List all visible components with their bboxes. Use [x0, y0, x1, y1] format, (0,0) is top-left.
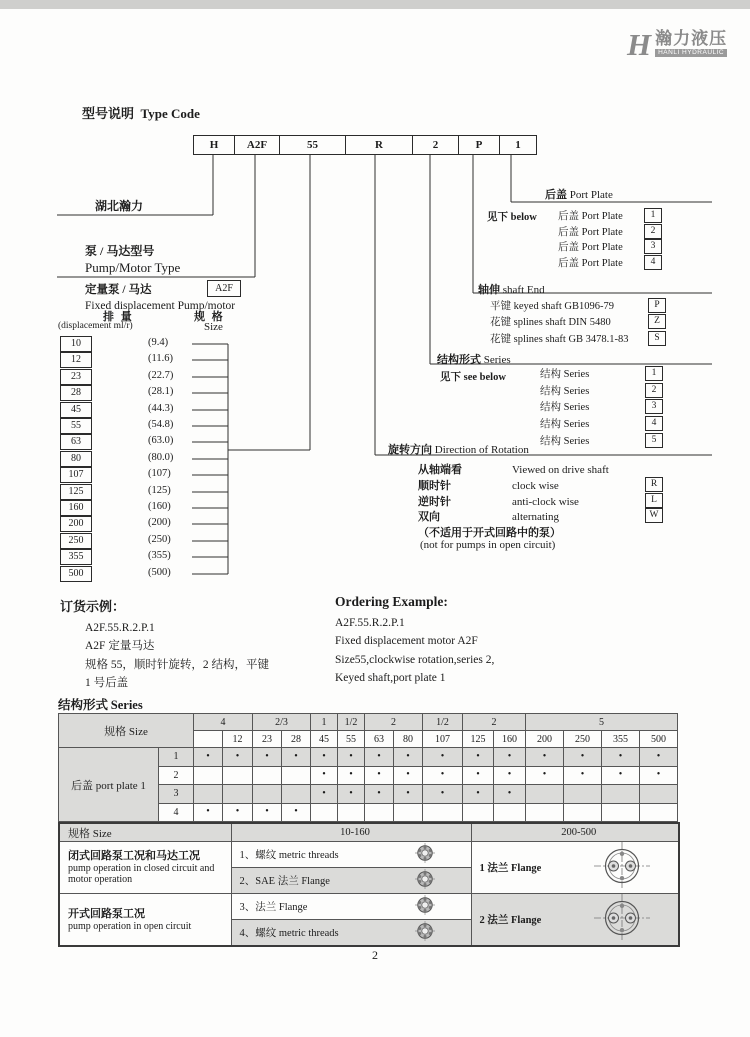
- displacement-value: (28.1): [148, 386, 174, 398]
- series-table-size: 28: [282, 731, 311, 748]
- series-table-size: 160: [494, 731, 526, 748]
- code-row-label: 结构 Series: [540, 419, 590, 431]
- brand-label: 湖北瀚力: [95, 199, 144, 213]
- operation-cn: 开式回路泵工况: [68, 907, 145, 920]
- ordering-example-en: [335, 594, 494, 687]
- thread-port-icon: [415, 921, 435, 944]
- series-rows-row: [540, 433, 665, 450]
- type-code-box: 1: [500, 135, 537, 155]
- code-box: 5: [645, 433, 663, 448]
- ports-table-item: [240, 895, 471, 918]
- series-table-size: 80: [394, 731, 423, 748]
- availability-dot-cell: •: [494, 766, 526, 785]
- displacement-row: [58, 369, 238, 385]
- availability-dot-cell: •: [365, 766, 394, 785]
- code-row-label: 花键 splines shaft GB 3478.1-83: [490, 333, 629, 345]
- ports-table-row: [59, 894, 679, 920]
- availability-dot-cell: [564, 785, 602, 804]
- flange-port-icon: [415, 895, 435, 918]
- type-code-box: A2F: [235, 135, 280, 155]
- size-header-en: Size: [204, 321, 223, 333]
- series-table-size: 23: [253, 731, 282, 748]
- series-table-group: 4: [194, 714, 253, 731]
- availability-dot-cell: •: [365, 785, 394, 804]
- fixed-displacement-code-box: A2F: [207, 280, 241, 297]
- displacement-header-en: (displacement ml/r): [58, 321, 133, 331]
- code-box: 3: [645, 399, 663, 414]
- page-title-en: Type Code: [140, 106, 200, 121]
- ordering-en-lines: [335, 614, 494, 687]
- logo-text: [655, 30, 727, 57]
- page-number: 2: [372, 948, 378, 962]
- displacement-value: (54.8): [148, 419, 174, 430]
- ports-table-item-cell: [231, 894, 471, 920]
- port-symbol-icon: [415, 843, 435, 863]
- ordering-cn-line: 规格 55，顺时针旋转，2 结构，平键: [85, 658, 269, 671]
- rotation-en: alternating: [512, 511, 560, 524]
- displacement-code-box: 23: [60, 369, 92, 385]
- rotation-header-en: Direction of Rotation: [434, 444, 529, 456]
- availability-dot-cell: •: [494, 748, 526, 767]
- rotation-cn: 顺时针: [418, 479, 451, 492]
- displacement-row: [58, 516, 238, 532]
- displacement-value: (44.3): [148, 402, 174, 414]
- availability-dot-cell: [564, 803, 602, 822]
- code-box: 4: [644, 255, 662, 270]
- availability-dot-cell: •: [494, 785, 526, 804]
- displacement-code-box: 63: [60, 434, 92, 450]
- displacement-value: (107): [148, 468, 171, 480]
- displacement-value: (200): [148, 517, 171, 529]
- series-table-size: 500: [640, 731, 678, 748]
- ordering-en-line: Fixed displacement motor A2F: [335, 635, 478, 648]
- code-row-label: 结构 Series: [540, 402, 590, 414]
- series-table-size: 12: [223, 731, 253, 748]
- displacement-value: (125): [148, 484, 171, 496]
- ordering-cn-title: 订货示例：: [60, 599, 126, 614]
- port-symbol-icon: [415, 895, 435, 915]
- displacement-code-box: 125: [60, 484, 92, 500]
- availability-dot-cell: [253, 766, 282, 785]
- displacement-value: (500): [148, 566, 171, 578]
- displacement-code-box: 12: [60, 352, 92, 368]
- fixed-displacement-en: Fixed displacement Pump/motor: [85, 300, 236, 312]
- ports-table-operation-cell: [59, 894, 231, 947]
- availability-dot-cell: [640, 803, 678, 822]
- displacement-header-cn: 排 量: [103, 311, 134, 323]
- code-box: 2: [645, 383, 663, 398]
- series-table-size: [194, 731, 223, 748]
- displacement-value: (250): [148, 533, 171, 545]
- port-plate-rows-row: [558, 255, 664, 271]
- availability-dot-cell: •: [223, 803, 253, 822]
- port-item-label: 2、SAE 法兰 Flange: [239, 876, 330, 887]
- code-box: 1: [644, 208, 662, 223]
- sae-flange-port-icon: [415, 869, 435, 892]
- ordering-en-line: Keyed shaft,port plate 1: [335, 671, 446, 684]
- series-table-size: 125: [463, 731, 494, 748]
- series-rows-row: [540, 416, 665, 433]
- availability-dot-cell: •: [311, 766, 338, 785]
- series-header-cn: 结构形式: [437, 354, 481, 366]
- series-table-group: 1/2: [423, 714, 463, 731]
- availability-dot-cell: •: [526, 766, 564, 785]
- rotation-row: [418, 477, 668, 493]
- displacement-code-box: 200: [60, 516, 92, 532]
- series-table-group: 2/3: [253, 714, 311, 731]
- brand-logo: [627, 27, 728, 62]
- availability-dot-cell: [223, 785, 253, 804]
- displacement-row: [58, 434, 238, 450]
- series-table-row-num: 4: [159, 803, 194, 822]
- shaft-end-rows-row: [490, 331, 668, 347]
- thread-port-icon: [415, 843, 435, 866]
- port-item-label: 3、法兰 Flange: [239, 901, 308, 913]
- displacement-row: [58, 385, 238, 401]
- ports-table-operation-cell: [59, 842, 231, 894]
- code-box: Z: [648, 314, 666, 329]
- ordering-cn-lines: [85, 619, 269, 692]
- series-table-title-cn: 结构形式: [58, 698, 109, 712]
- availability-dot-cell: [338, 803, 365, 822]
- availability-dot-cell: •: [526, 748, 564, 767]
- availability-dot-cell: •: [423, 766, 463, 785]
- availability-dot-cell: •: [394, 766, 423, 785]
- series-table-group: 2: [365, 714, 423, 731]
- logo-en-text: HANLI HYDRAULIC: [655, 49, 727, 57]
- operation-en: pump operation in closed circuit and motor operation: [68, 863, 215, 885]
- displacement-value: (80.0): [148, 451, 174, 463]
- series-header: [437, 351, 511, 367]
- code-row-label: 后盖 Port Plate: [558, 258, 623, 270]
- availability-dot-cell: •: [223, 748, 253, 767]
- displacement-value: (9.4): [148, 337, 169, 348]
- series-table-group: 1: [311, 714, 338, 731]
- series-table-size: 250: [564, 731, 602, 748]
- availability-dot-cell: [602, 785, 640, 804]
- availability-dot-cell: [253, 785, 282, 804]
- ports-table-flange-cell: [471, 894, 679, 947]
- page-title-cn: 型号说明: [82, 106, 135, 121]
- port-item-label: 4、螺纹 metric threads: [239, 927, 339, 939]
- availability-dot-cell: •: [602, 748, 640, 767]
- series-table-size-label: 规格 Size: [59, 714, 194, 748]
- code-row-label: 花键 splines shaft DIN 5480: [490, 317, 611, 329]
- ordering-en-title: Ordering Example:: [335, 594, 448, 609]
- availability-dot-cell: •: [640, 748, 678, 767]
- code-row-label: 平键 keyed shaft GB1096-79: [490, 301, 614, 312]
- size-header-cn: 规 格: [194, 311, 225, 323]
- availability-dot-cell: •: [463, 748, 494, 767]
- availability-dot-cell: •: [338, 766, 365, 785]
- port-plate-header-cn: 后盖: [545, 189, 567, 201]
- code-box: 4: [645, 416, 663, 431]
- availability-dot-cell: [194, 785, 223, 804]
- rotation-header: [388, 441, 529, 457]
- rotation-note-cn: （不适用于开式回路中的泵）: [418, 527, 561, 539]
- displacement-row: [58, 549, 238, 565]
- ports-table-item-cell: [231, 842, 471, 868]
- code-row-label: 结构 Series: [540, 369, 590, 380]
- displacement-row: [58, 336, 238, 352]
- code-box: 1: [645, 366, 663, 381]
- series-table-group: 5: [526, 714, 678, 731]
- series-see-below: 见下 see below: [440, 372, 506, 383]
- series-table-size: 355: [602, 731, 640, 748]
- availability-dot-cell: [365, 803, 394, 822]
- port-item-label: 1、螺纹 metric threads: [239, 850, 339, 861]
- ordering-en-line: A2F.55.R.2.P.1: [335, 617, 405, 629]
- ordering-cn-line: 1 号后盖: [85, 676, 129, 689]
- series-table-size: 63: [365, 731, 394, 748]
- rotation-en: Viewed on drive shaft: [512, 464, 609, 476]
- displacement-row: [58, 418, 238, 434]
- logo-cn-text: 瀚力液压: [655, 29, 728, 48]
- rotation-en: anti-clock wise: [512, 495, 579, 508]
- rotation-cn: 从轴端看: [418, 464, 462, 476]
- series-rows-row: [540, 399, 665, 416]
- availability-dot-cell: •: [338, 748, 365, 767]
- availability-dot-cell: •: [253, 803, 282, 822]
- availability-dot-cell: •: [194, 748, 223, 767]
- rotation-row: [418, 493, 668, 509]
- displacement-row: [58, 484, 238, 500]
- code-box: 3: [644, 239, 662, 254]
- availability-dot-cell: [640, 785, 678, 804]
- displacement-row: [58, 451, 238, 467]
- rotation-note-en: (not for pumps in open circuit): [420, 539, 556, 551]
- availability-dot-cell: •: [253, 748, 282, 767]
- type-code-box: 2: [413, 135, 459, 155]
- rotation-cn: 逆时针: [418, 495, 451, 508]
- availability-dot-cell: [282, 766, 311, 785]
- availability-dot-cell: •: [564, 748, 602, 767]
- flange-icon: [594, 842, 650, 893]
- series-table-row: [59, 748, 678, 767]
- flange-label: 2 法兰 Flange: [479, 915, 542, 926]
- ports-table-right-header: 200-500: [471, 823, 679, 842]
- series-table-size: 200: [526, 731, 564, 748]
- shaft-end-rows-row: [490, 298, 668, 314]
- availability-dot-cell: •: [394, 748, 423, 767]
- availability-dot-cell: •: [311, 748, 338, 767]
- ports-table-item: [240, 843, 471, 866]
- type-code-box: 55: [280, 135, 346, 155]
- availability-dot-cell: •: [423, 785, 463, 804]
- availability-dot-cell: •: [194, 803, 223, 822]
- ordering-cn-line: A2F 定量马达: [85, 640, 155, 653]
- code-row-label: 后盖 Port Plate: [558, 242, 623, 254]
- series-rows-row: [540, 383, 665, 400]
- rotation-header-cn: 旋转方向: [388, 444, 432, 456]
- availability-dot-cell: [394, 803, 423, 822]
- availability-dot-cell: •: [311, 785, 338, 804]
- ports-table-item-cell: [231, 919, 471, 946]
- ports-table-flange: [480, 842, 679, 893]
- ordering-example-cn: [60, 596, 269, 692]
- availability-dot-cell: [423, 803, 463, 822]
- ports-table-header-row: [59, 823, 679, 842]
- availability-dot-cell: •: [463, 766, 494, 785]
- pump-motor-type-label: [85, 243, 180, 276]
- ordering-en-line: Size55,clockwise rotation,series 2,: [335, 653, 495, 666]
- ports-table-item-cell: [231, 868, 471, 894]
- shaft-end-header-cn: 轴伸: [478, 284, 500, 296]
- code-row-label: 结构 Series: [540, 435, 590, 447]
- rotation-code-box: W: [645, 508, 663, 523]
- ports-table-item: [240, 921, 471, 944]
- displacement-code-box: 355: [60, 549, 92, 565]
- code-box: P: [648, 298, 666, 313]
- series-table-row-num: 1: [159, 748, 194, 767]
- code-box: S: [648, 331, 666, 346]
- flange-symbol-icon: [594, 842, 650, 890]
- operation-en: pump operation in open circuit: [68, 920, 192, 932]
- type-code-box: P: [459, 135, 500, 155]
- page-title: [82, 103, 200, 122]
- availability-dot-cell: [526, 785, 564, 804]
- ports-table-flange-cell: [471, 842, 679, 894]
- port-symbol-icon: [415, 869, 435, 889]
- rotation-code-box: L: [645, 493, 663, 508]
- code-row-label: 后盖 Port Plate: [558, 226, 623, 238]
- shaft-end-rows-row: [490, 314, 668, 330]
- displacement-code-box: 160: [60, 500, 92, 516]
- displacement-row: [58, 352, 238, 368]
- shaft-end-header-en: shaft End: [502, 284, 545, 296]
- pump-motor-type-en: Pump/Motor Type: [85, 260, 181, 275]
- displacement-code-box: 500: [60, 566, 92, 582]
- series-table-group: 2: [463, 714, 526, 731]
- rotation-row: [418, 461, 668, 477]
- availability-dot-cell: [463, 803, 494, 822]
- displacement-row: [58, 533, 238, 549]
- port-symbol-icon: [415, 921, 435, 941]
- displacement-value: (22.7): [148, 369, 174, 381]
- series-table-size: 107: [423, 731, 463, 748]
- shaft-end-header: [478, 281, 545, 297]
- type-code-box: R: [346, 135, 413, 155]
- logo-h-icon: H: [627, 27, 652, 62]
- series-table-group: 1/2: [338, 714, 365, 731]
- ports-table-flange: [480, 894, 679, 945]
- port-plate-header-en: Port Plate: [569, 189, 613, 201]
- series-header-en: Series: [483, 354, 511, 366]
- flange-symbol-icon: [594, 894, 650, 942]
- availability-dot-cell: •: [365, 748, 394, 767]
- ports-table-mid-header: 10-160: [231, 823, 471, 842]
- availability-dot-cell: •: [338, 785, 365, 804]
- series-table-group-row: [59, 714, 678, 731]
- availability-dot-cell: [494, 803, 526, 822]
- series-table-row-num: 3: [159, 785, 194, 804]
- availability-dot-cell: [282, 785, 311, 804]
- displacement-code-box: 80: [60, 451, 92, 467]
- flange-label: 1 法兰 Flange: [479, 863, 542, 874]
- displacement-row: [58, 402, 238, 418]
- displacement-value: (160): [148, 501, 171, 512]
- port-plate-rows-row: [558, 224, 664, 240]
- port-plate-rows-row: [558, 208, 664, 224]
- availability-dot-cell: •: [463, 785, 494, 804]
- type-code-box: H: [193, 135, 235, 155]
- displacement-code-box: 107: [60, 467, 92, 483]
- code-row-label: 后盖 Port Plate: [558, 211, 623, 222]
- availability-dot-cell: •: [602, 766, 640, 785]
- type-code-boxes: [193, 135, 537, 155]
- series-rows-row: [540, 366, 665, 383]
- series-table-title: [58, 695, 143, 713]
- operation-cn: 闭式回路泵工况和马达工况: [68, 850, 200, 862]
- displacement-value: (355): [148, 550, 171, 562]
- series-table-row-num: 2: [159, 766, 194, 785]
- fixed-displacement-cn: 定量泵 / 马达: [85, 284, 152, 296]
- port-plate-header: [545, 186, 613, 202]
- ordering-cn-line: A2F.55.R.2.P.1: [85, 622, 155, 634]
- availability-dot-cell: [526, 803, 564, 822]
- displacement-row: [58, 500, 238, 516]
- availability-dot-cell: •: [282, 803, 311, 822]
- port-plate-rows-row: [558, 239, 664, 255]
- flange-icon: [594, 894, 650, 945]
- availability-dot-cell: •: [640, 766, 678, 785]
- availability-dot-cell: •: [564, 766, 602, 785]
- series-table-size: 55: [338, 731, 365, 748]
- displacement-code-box: 10: [60, 336, 92, 352]
- displacement-value: (11.6): [148, 353, 173, 365]
- displacement-value: (63.0): [148, 435, 174, 447]
- rotation-cn: 双向: [418, 511, 440, 524]
- availability-dot-cell: [311, 803, 338, 822]
- displacement-row: [58, 566, 238, 582]
- availability-dot-cell: [602, 803, 640, 822]
- code-box: 2: [644, 224, 662, 239]
- series-table-title-en: Series: [110, 698, 143, 712]
- availability-dot-cell: •: [282, 748, 311, 767]
- displacement-row: [58, 467, 238, 483]
- series-table-row-label: 后盖 port plate 1: [59, 748, 159, 822]
- rotation-code-box: R: [645, 477, 663, 492]
- displacement-code-box: 55: [60, 418, 92, 434]
- ports-table: [58, 822, 680, 947]
- availability-dot-cell: •: [423, 748, 463, 767]
- ports-table-item: [240, 869, 471, 892]
- rotation-en: clock wise: [512, 479, 559, 492]
- displacement-code-box: 250: [60, 533, 92, 549]
- rotation-row: [418, 508, 668, 524]
- series-table-size: 45: [311, 731, 338, 748]
- code-row-label: 结构 Series: [540, 385, 590, 397]
- ports-table-row: [59, 842, 679, 868]
- ports-table-size-header: 规格 Size: [59, 823, 231, 842]
- pump-motor-type-cn: 泵 / 马达型号: [85, 244, 155, 258]
- port-plate-see-below: 见下 below: [487, 212, 537, 223]
- availability-dot-cell: [223, 766, 253, 785]
- series-table: [58, 713, 678, 822]
- availability-dot-cell: [194, 766, 223, 785]
- availability-dot-cell: •: [394, 785, 423, 804]
- displacement-code-box: 45: [60, 402, 92, 418]
- displacement-code-box: 28: [60, 385, 92, 401]
